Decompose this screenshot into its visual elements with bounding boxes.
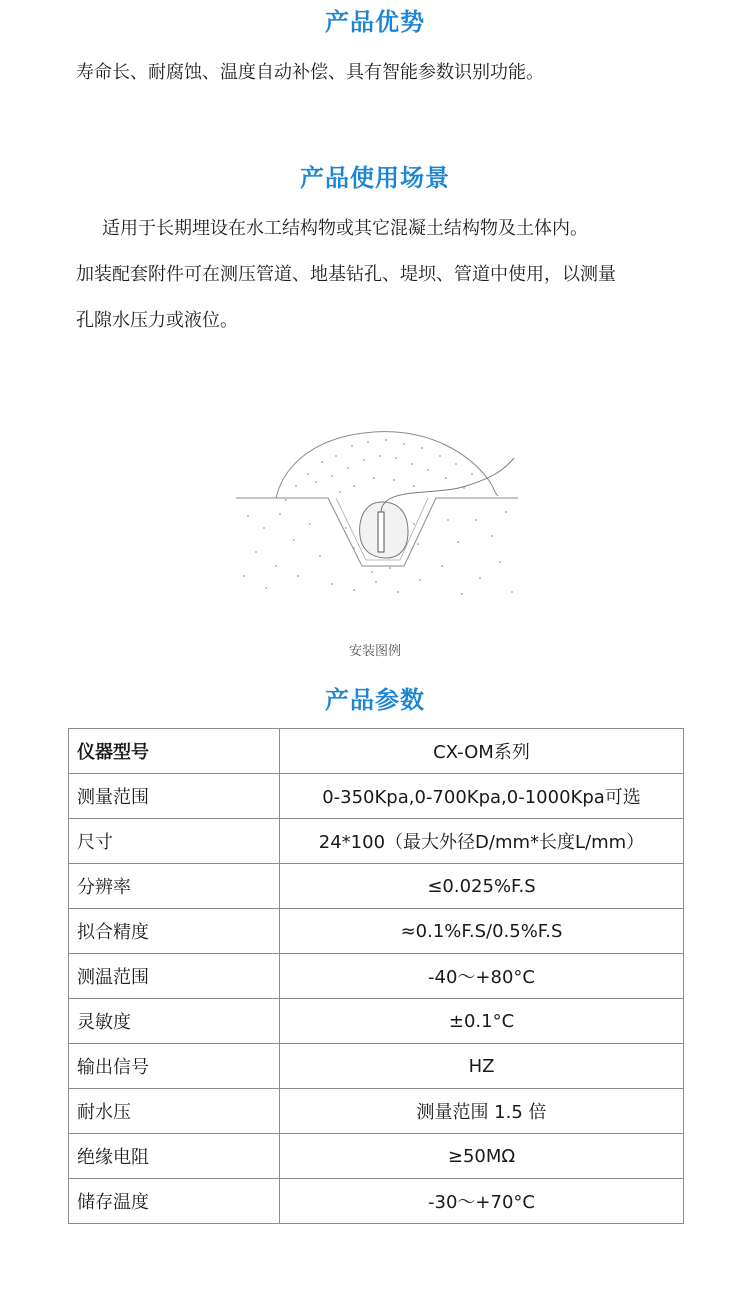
table-row <box>69 819 684 864</box>
param-value: ≥50MΩ <box>280 1134 684 1179</box>
param-value: ±0.1°C <box>280 999 684 1044</box>
table-row <box>69 1044 684 1089</box>
param-value: ≈0.1%F.S/0.5%F.S <box>280 909 684 954</box>
param-key: 尺寸 <box>69 819 280 864</box>
installation-diagram <box>236 416 518 602</box>
param-value: -40～+80°C <box>280 954 684 999</box>
params-title: 产品参数 <box>325 686 425 714</box>
param-key: 输出信号 <box>69 1044 280 1089</box>
advantages-text: 寿命长、耐腐蚀、温度自动补偿、具有智能参数识别功能。 <box>76 62 544 83</box>
sensor-body <box>378 512 384 552</box>
param-value: -30～+70°C <box>280 1179 684 1224</box>
param-value: 0-350Kpa,0-700Kpa,0-1000Kpa可选 <box>280 774 684 819</box>
param-key: 拟合精度 <box>69 909 280 954</box>
param-value: 24*100（最大外径D/mm*长度L/mm） <box>280 819 684 864</box>
table-row <box>69 864 684 909</box>
table-row <box>69 729 684 774</box>
param-key: 分辨率 <box>69 864 280 909</box>
param-value: ≤0.025%F.S <box>280 864 684 909</box>
table-row <box>69 1179 684 1224</box>
table-row <box>69 999 684 1044</box>
table-row <box>69 954 684 999</box>
param-key: 耐水压 <box>69 1089 280 1134</box>
param-key: 测温范围 <box>69 954 280 999</box>
table-row <box>69 1089 684 1134</box>
usage-line-1: 适用于长期埋设在水工结构物或其它混凝土结构物及土体内。 <box>102 218 588 239</box>
param-value: 测量范围 1.5 倍 <box>280 1089 684 1134</box>
usage-line-3: 孔隙水压力或液位。 <box>76 310 238 331</box>
table-row <box>69 909 684 954</box>
param-value: CX-OM系列 <box>280 729 684 774</box>
params-table <box>68 728 684 1224</box>
usage-title: 产品使用场景 <box>300 164 450 192</box>
sensor-cable <box>381 458 514 512</box>
param-key: 测量范围 <box>69 774 280 819</box>
table-row <box>69 774 684 819</box>
usage-line-2: 加装配套附件可在测压管道、地基钻孔、堤坝、管道中使用，以测量 <box>76 264 616 285</box>
param-key: 灵敏度 <box>69 999 280 1044</box>
advantages-title: 产品优势 <box>325 8 425 36</box>
param-key: 储存温度 <box>69 1179 280 1224</box>
figure-caption: 安装图例 <box>348 644 401 659</box>
table-row <box>69 1134 684 1179</box>
param-value: HZ <box>280 1044 684 1089</box>
param-key: 仪器型号 <box>69 729 280 774</box>
param-key: 绝缘电阻 <box>69 1134 280 1179</box>
